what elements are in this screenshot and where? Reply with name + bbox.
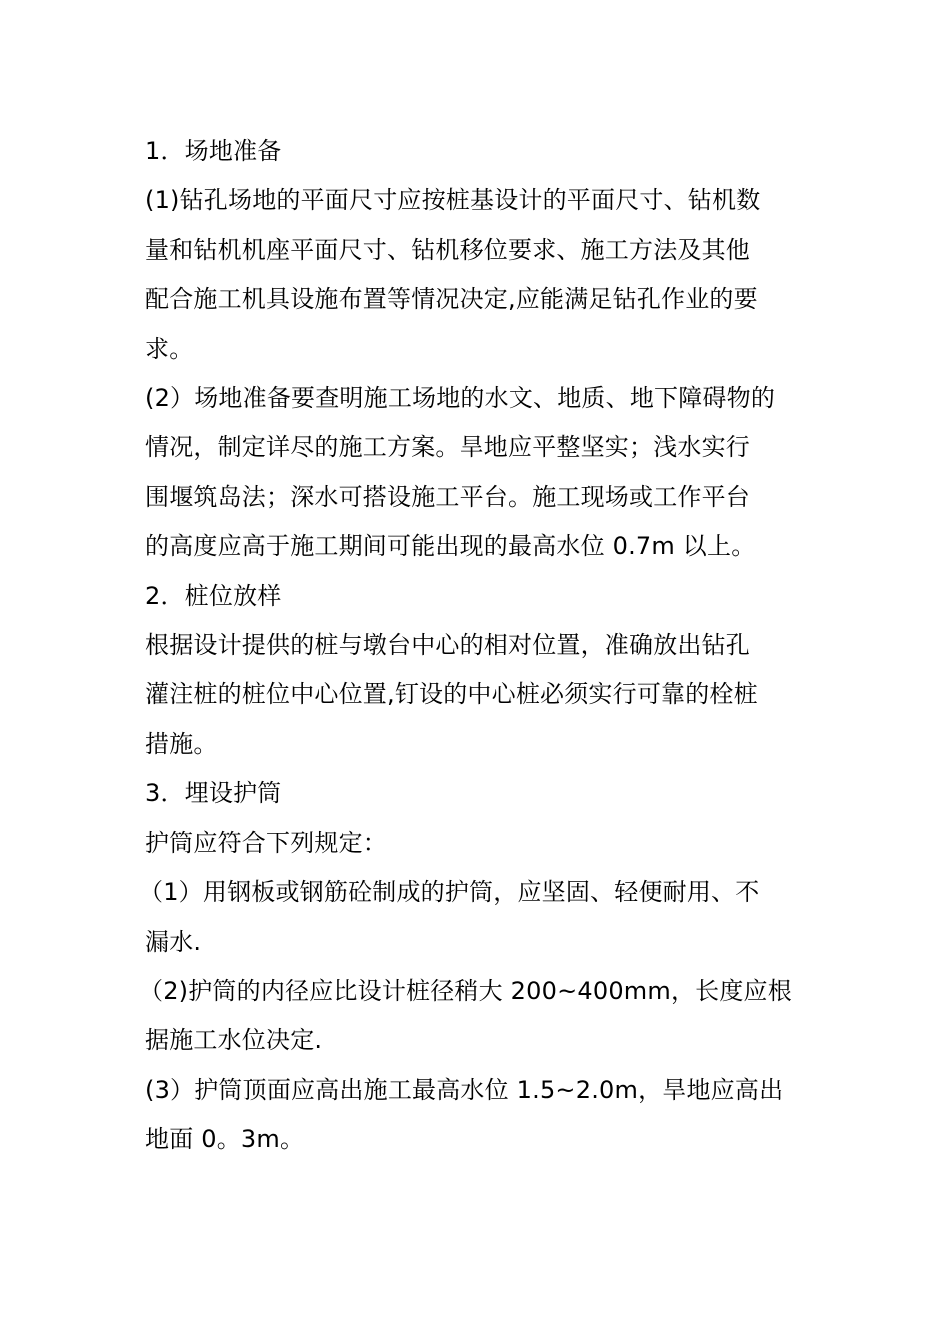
paragraph-line: 据施工水位决定. [145, 1026, 323, 1055]
paragraph-line: (2）场地准备要查明施工场地的水文、地质、地下障碍物的 [145, 384, 776, 413]
paragraph-line: (1)钻孔场地的平面尺寸应按桩基设计的平面尺寸、钻机数 [145, 186, 761, 215]
paragraph-line: 根据设计提供的桩与墩台中心的相对位置，准确放出钻孔 [145, 631, 750, 660]
document-body [139, 127, 810, 1165]
paragraph-line: （2)护筒的内径应比设计桩径稍大 200~400mm，长度应根 [139, 976, 792, 1005]
paragraph-line: 措施。 [145, 729, 218, 758]
paragraph-line: 的高度应高于施工期间可能出现的最高水位 0.7m 以上。 [145, 532, 756, 561]
paragraph-line: 求。 [145, 334, 194, 363]
heading-casing-installation: 3．埋设护筒 [145, 779, 282, 808]
paragraph-line: 情况，制定详尽的施工方案。旱地应平整坚实；浅水实行 [145, 433, 750, 462]
paragraph-line: 漏水. [145, 927, 202, 956]
paragraph-line: （1）用钢板或钢筋砼制成的护筒，应坚固、轻便耐用、不 [139, 878, 760, 907]
paragraph-line: 量和钻机机座平面尺寸、钻机移位要求、施工方法及其他 [145, 235, 750, 264]
paragraph-line: (3）护筒顶面应高出施工最高水位 1.5~2.0m，旱地应高出 [145, 1075, 784, 1104]
paragraph-line: 配合施工机具设施布置等情况决定,应能满足钻孔作业的要 [145, 285, 758, 314]
paragraph-line: 护筒应符合下列规定： [145, 828, 387, 857]
heading-pile-layout: 2．桩位放样 [145, 581, 282, 610]
paragraph-line: 地面 0。3m。 [145, 1125, 305, 1154]
heading-site-preparation: 1．场地准备 [145, 137, 282, 165]
paragraph-line: 灌注桩的桩位中心位置,钉设的中心桩必须实行可靠的栓桩 [145, 680, 758, 709]
paragraph-line: 围堰筑岛法；深水可搭设施工平台。施工现场或工作平台 [145, 482, 750, 511]
